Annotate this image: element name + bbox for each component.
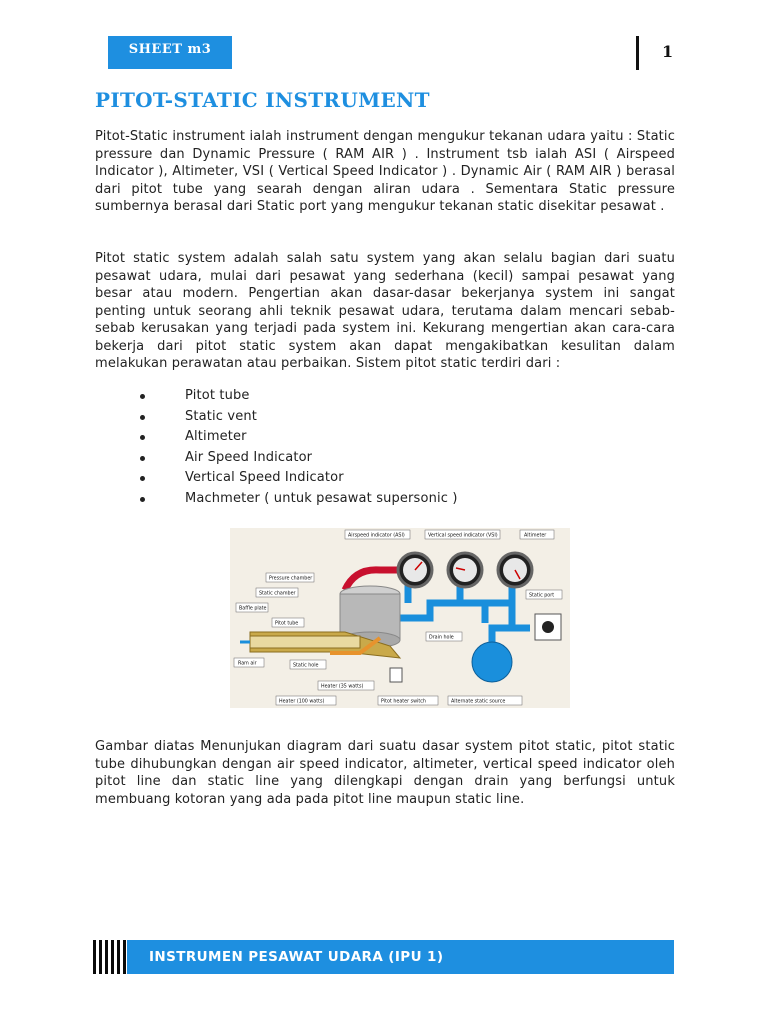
intro-paragraph: Pitot-Static instrument ialah instrument dengan mengukur tekanan udara yaitu : Static pressure dan Dynamic Pressure ( RAM AIR ) . Instrument tsb ialah ASI ( Airspeed Indicator ), Altimeter, VSI ( Vertical Speed Indicator ) . Dynamic Air ( RAM AIR ) berasal dari pitot tube yang searah dengan aliran udara . Sementara Static pressure sumbernya berasal dari Static port yang mengukur tekanan static disekitar pesawat . (95, 129, 675, 214)
diagram-caption-paragraph: Gambar diatas Menunjukan diagram dari suatu dasar system pitot static, pitot static tube dihubungkan dengan air speed indicator, altimeter, vertical speed indicator oleh pitot line dan static line yang dilengkapi dengan drain yang berfungsi untuk membuang kotoran yang ada pada pitot line maupun static line. (95, 739, 675, 807)
list-item (140, 407, 458, 428)
label-asi: Airspeed indicator (ASI) (348, 533, 405, 539)
pitot-heater-switch-icon (390, 668, 402, 682)
bullet-icon (140, 476, 145, 481)
list-item (140, 468, 458, 489)
vertical-speed-indicator-icon (448, 553, 482, 587)
label-baffle-plate: Baffle plate (239, 606, 267, 612)
list-item (140, 448, 458, 469)
label-vsi: Vertical speed indicator (VSI) (428, 533, 498, 539)
list-item-label: Machmeter ( untuk pesawat supersonic ) (185, 490, 458, 506)
bullet-icon (140, 497, 145, 502)
alternate-static-source-icon (472, 642, 512, 682)
list-item (140, 427, 458, 448)
label-static-port: Static port (529, 593, 555, 599)
system-paragraph: Pitot static system adalah salah satu system yang akan selalu bagian dari suatu pesawat udara, mulai dari pesawat yang sederhana (kecil) sampai pesawat yang besar atau modern. Pengertian akan dasar-dasar bekerjanya system ini sangat penting untuk seorang ahli teknik pesawat udara, terutama dalam mencari sebab-sebab kerusakan yang terjadi pada system ini. Kekurang mengertian akan cara-cara bekerja dari pitot static system akan dapat mengakibatkan kesulitan dalam melakukan perawatan atau perbaikan. Sistem pitot static terdiri dari : (95, 251, 675, 371)
list-item-label: Pitot tube (185, 388, 250, 403)
static-port-hole-icon (542, 621, 554, 633)
pitot-tube (250, 636, 360, 648)
label-drain-hole: Drain hole (429, 635, 454, 641)
bullet-icon (140, 394, 145, 399)
list-item-label: Air Speed Indicator (185, 449, 313, 465)
list-item-label: Vertical Speed Indicator (185, 470, 344, 486)
pitot-static-diagram (230, 528, 570, 708)
label-alternate-static-source: Alternate static source (451, 699, 506, 705)
label-pressure-chamber: Pressure chamber (269, 576, 313, 582)
list-item-label: Static vent (185, 408, 257, 424)
page-number-divider (636, 36, 639, 70)
airspeed-indicator-icon (398, 553, 432, 587)
bullet-icon (140, 456, 145, 461)
label-static-chamber: Static chamber (259, 591, 296, 597)
bullet-icon (140, 415, 145, 420)
altimeter-icon (498, 553, 532, 587)
component-list (140, 386, 458, 510)
list-item-label: Altimeter (185, 429, 247, 445)
label-heater-35: Heater (35 watts) (321, 684, 364, 690)
page-title: PITOT-STATIC INSTRUMENT (95, 88, 430, 112)
label-pitot-tube: Pitot tube (275, 621, 299, 627)
footer-stripes (93, 940, 127, 974)
label-ram-air: Ram air (238, 661, 257, 667)
list-item (140, 489, 458, 510)
label-altimeter: Altimeter (524, 533, 547, 539)
label-static-hole: Static hole (293, 663, 319, 669)
label-heater-100: Heater (100 watts) (279, 699, 325, 705)
label-pitot-heater-switch: Pitot heater switch (381, 699, 426, 705)
footer-bar (93, 940, 674, 974)
page-number: 1 (662, 42, 674, 61)
footer-title: INSTRUMEN PESAWAT UDARA (IPU 1) (149, 949, 444, 965)
list-item (140, 386, 458, 407)
bullet-icon (140, 435, 145, 440)
sheet-label: SHEET m3 (108, 36, 232, 69)
